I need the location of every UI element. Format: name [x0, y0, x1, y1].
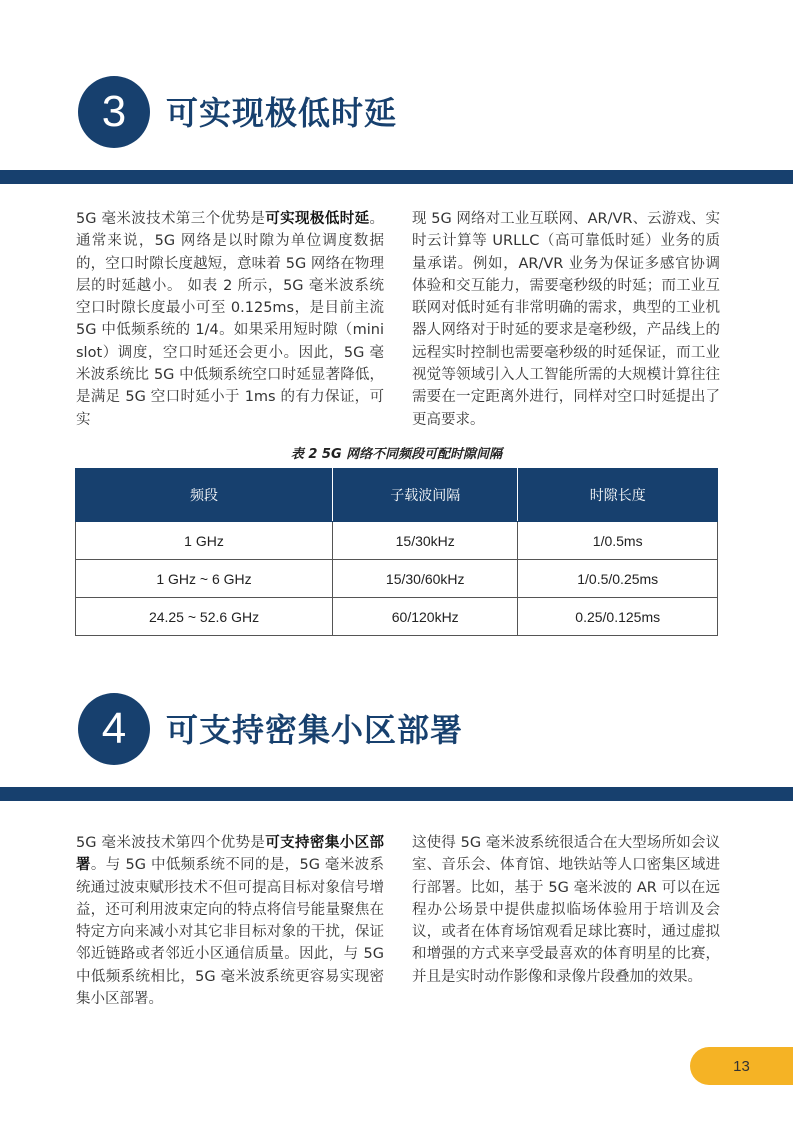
paragraph-lead: 5G 毫米波技术第四个优势是 — [76, 835, 266, 851]
section-3-right-column — [412, 208, 720, 431]
section-title: 可实现极低时延 — [166, 94, 398, 132]
header-cell: 时隙长度 — [518, 469, 718, 522]
section-number-badge: 3 — [78, 76, 150, 148]
table-cell: 1/0.5/0.25ms — [518, 560, 718, 598]
page-number-tab: 13 — [690, 1047, 793, 1085]
paragraph-text: 这使得 5G 毫米波系统很适合在大型场所如会议室、音乐会、体育馆、地铁站等人口密集区域进行部署。比如，基于 5G 毫米波的 AR 可以在远程办公场景中提供虚拟临场体验用于培训及会议，或者在体育场馆观看足球比赛时，通过虚拟和增强的方式来享受最喜欢的体育明星的比赛，并且是实时动作影像和录像片段叠加的效果。 — [412, 835, 720, 985]
section-4-header — [0, 693, 793, 803]
table-cell: 1/0.5ms — [518, 522, 718, 560]
section-title: 可支持密集小区部署 — [166, 711, 464, 749]
section-number-badge: 4 — [78, 693, 150, 765]
table-header-row — [76, 469, 718, 522]
paragraph-text: 。与 5G 中低频系统不同的是，5G 毫米波系统通过波束赋形技术不但可提高目标对象信号增益，还可利用波束定向的特点将信号能量聚焦在特定方向来减小对其它非目标对象的干扰，保证邻近链路或者邻近小区通信质量。因此，与 5G 中低频系统相比，5G 毫米波系统更容易实现密集小区部署。 — [76, 857, 385, 1008]
paragraph-emphasis: 可实现极低时延 — [265, 211, 370, 227]
section-4-right-column — [412, 832, 720, 988]
table-row — [76, 522, 718, 560]
section-3-left-column — [76, 208, 384, 431]
slot-spacing-table — [75, 468, 718, 636]
section-3-header — [0, 76, 793, 186]
table-row — [76, 598, 718, 636]
table-cell: 0.25/0.125ms — [518, 598, 718, 636]
table-caption: 表 2 5G 网络不同频段可配时隙间隔 — [290, 447, 503, 462]
header-cell: 频段 — [76, 469, 333, 522]
table-cell: 15/30kHz — [333, 522, 518, 560]
section-divider-bar — [0, 787, 793, 801]
table-row — [76, 560, 718, 598]
table-cell: 1 GHz ~ 6 GHz — [76, 560, 333, 598]
header-cell: 子载波间隔 — [333, 469, 518, 522]
paragraph-text: 。通常来说，5G 网络是以时隙为单位调度数据的，空口时隙长度越短，意味着 5G 网络在物理层的时延越小。 如表 2 所示，5G 毫米波系统空口时隙长度最小可至 0.125ms，是目前主流 5G 中低频系统的 1/4。如果采用短时隙（mini slot）调度，空口时延还会更小。因此，5G 毫米波系统比 5G 中低频系统空口时延显著降低，是满足 5G 空口时延小于 1ms 的有力保证，可实 — [76, 211, 384, 428]
paragraph-emphasis: 可支持密集小区部署 — [76, 835, 384, 874]
table-cell: 1 GHz — [76, 522, 333, 560]
paragraph-text: 现 5G 网络对工业互联网、AR/VR、云游戏、实时云计算等 URLLC（高可靠低时延）业务的质量承诺。例如，AR/VR 业务为保证多感官协调体验和交互能力，需要毫秒级的时延；而工业互联网对低时延有非常明确的需求，典型的工业机器人网络对于时延的要求是毫秒级，产品线上的远程实时控制也需要毫秒级的时延保证，而工业视觉等领域引入人工智能所需的大规模计算往往需要在一定距离外进行，同样对空口时延提出了更高要求。 — [412, 211, 720, 428]
table-cell: 24.25 ~ 52.6 GHz — [76, 598, 333, 636]
section-4-left-column — [76, 832, 384, 1010]
table-cell: 60/120kHz — [333, 598, 518, 636]
paragraph-lead: 5G 毫米波技术第三个优势是 — [76, 211, 266, 227]
section-divider-bar — [0, 170, 793, 184]
table-cell: 15/30/60kHz — [333, 560, 518, 598]
